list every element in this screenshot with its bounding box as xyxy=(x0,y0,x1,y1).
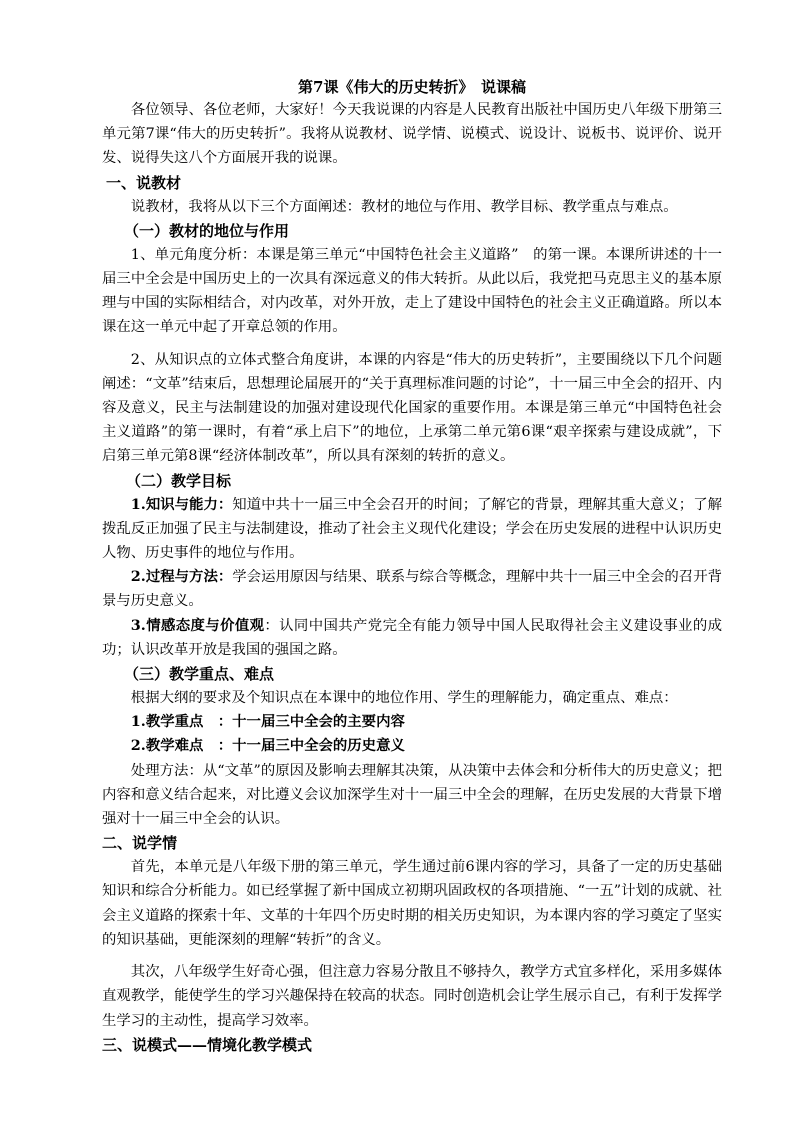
document-title: 第7课《伟大的历史转折》 说课稿 xyxy=(298,78,526,96)
goal-2-label: 2.过程与方法： xyxy=(130,568,233,586)
teaching-difficulty: 2.教学难点 ：十一届三中全会的历史意义 xyxy=(130,737,405,755)
section-2-paragraph-2: 其次，八年级学生好奇心强，但注意力容易分散且不够持久，教学方式宜多样化，采用多媒体直观教学，能使学生的学习兴趣保持在较高的状态。同时创造机会让学生展示自己，有利于发挥学生学习的主动性，提高学习效率。 xyxy=(102,964,722,1029)
section-3-heading: 三、说模式——情境化教学模式 xyxy=(102,1035,313,1054)
subsection-3-lead: 根据大纲的要求及个知识点在本课中的地位作用、学生的理解能力，确定重点、难点： xyxy=(130,690,678,707)
section-2-heading: 二、说学情 xyxy=(102,834,178,853)
intro-paragraph: 各位领导、各位老师，大家好！今天我说课的内容是人民教育出版社中国历史八年级下册第三单元第7课“伟大的历史转折”。我将从说教材、说学情、说模式、说设计、说板书、说评价、说开发、说得失这八个方面展开我的说课。 xyxy=(102,102,722,167)
subsection-1-paragraph-2: 2、从知识点的立体式整合角度讲，本课的内容是“伟大的历史转折”，主要围绕以下几个问题阐述：“文革”结束后，思想理论届展开的“关于真理标准问题的讨论”，十一届三中全会的招开、内容及意义，民主与法制建设的加强对建设现代化国家的重要作用。本课是第三单元“中国特色社会主义道路”的第一课时，有着“承上启下”的地位，上承第二单元第6课“艰辛探索与建设成就”，下启第三单元第8课“经济体制改革”，所以具有深刻的转折的意义。 xyxy=(102,351,722,465)
goal-1-paragraph xyxy=(102,493,722,566)
subsection-2-heading: （二）教学目标 xyxy=(126,471,232,490)
subsection-1-paragraph-1: 1、单元角度分析：本课是第三单元“中国特色社会主义道路” 的第一课。本课所讲述的十一届三中全会是中国历史上的一次具有深远意义的伟大转折。从此以后，我党把马克思主义的基本原理与中国的实际相结合，对内改革，对外开放，走上了建设中国特色的社会主义正确道路。所以本课在这一单元中起了开章总领的作用。 xyxy=(102,246,722,336)
spacer xyxy=(102,340,722,348)
spacer xyxy=(102,952,722,960)
subsection-3-heading: （三）教学重点、难点 xyxy=(124,665,275,684)
goal-3-paragraph xyxy=(102,614,722,662)
section-1-lead: 说教材，我将从以下三个方面阐述：教材的地位与作用、教学目标、教学重点与难点。 xyxy=(130,198,678,215)
section-1-heading: 一、说教材 xyxy=(106,173,182,192)
goal-3-label: 3.情感态度与价值观 xyxy=(130,616,265,634)
goal-2-text: 学会运用原因与结果、联系与综合等概念，理解中共十一届三中全会的召开背景与历史意义。 xyxy=(102,569,722,610)
goal-1-label: 1.知识与能力： xyxy=(130,495,233,513)
handling-method-paragraph: 处理方法：从“文革”的原因及影响去理解其决策，从决策中去体会和分析伟大的历史意义；把内容和意义结合起来，对比遵义会议加深学生对十一届三中全会的理解，在历史发展的大背景下增强对十一届三中全会的认识。 xyxy=(102,762,722,828)
section-2-paragraph-1: 首先，本单元是八年级下册的第三单元，学生通过前6课内容的学习，具备了一定的历史基础知识和综合分析能力。如已经掌握了新中国成立初期巩固政权的各项措施、“一五”计划的成就、社会主义道路的探索十年、文革的十年四个历史时期的相关历史知识，为本课内容的学习奠定了坚实的知识基础，更能深刻的理解“转折”的含义。 xyxy=(102,859,722,948)
goal-1-text: 知道中共十一届三中全会召开的时间；了解它的背景，理解其重大意义；了解拨乱反正加强了民主与法制建设，推动了社会主义现代化建设；学会在历史发展的进程中认识历史人物、历史事件的地位与作用。 xyxy=(102,496,722,562)
document-body xyxy=(102,76,722,1057)
teaching-key-point: 1.教学重点 ：十一届三中全会的主要内容 xyxy=(130,713,405,731)
goal-3-text: ：认同中国共产党完全有能力领导中国人民取得社会主义建设事业的成功；认识改革开放是我国的强国之路。 xyxy=(102,617,722,658)
subsection-1-heading: （一）教材的地位与作用 xyxy=(124,221,290,240)
goal-2-paragraph xyxy=(102,565,722,613)
